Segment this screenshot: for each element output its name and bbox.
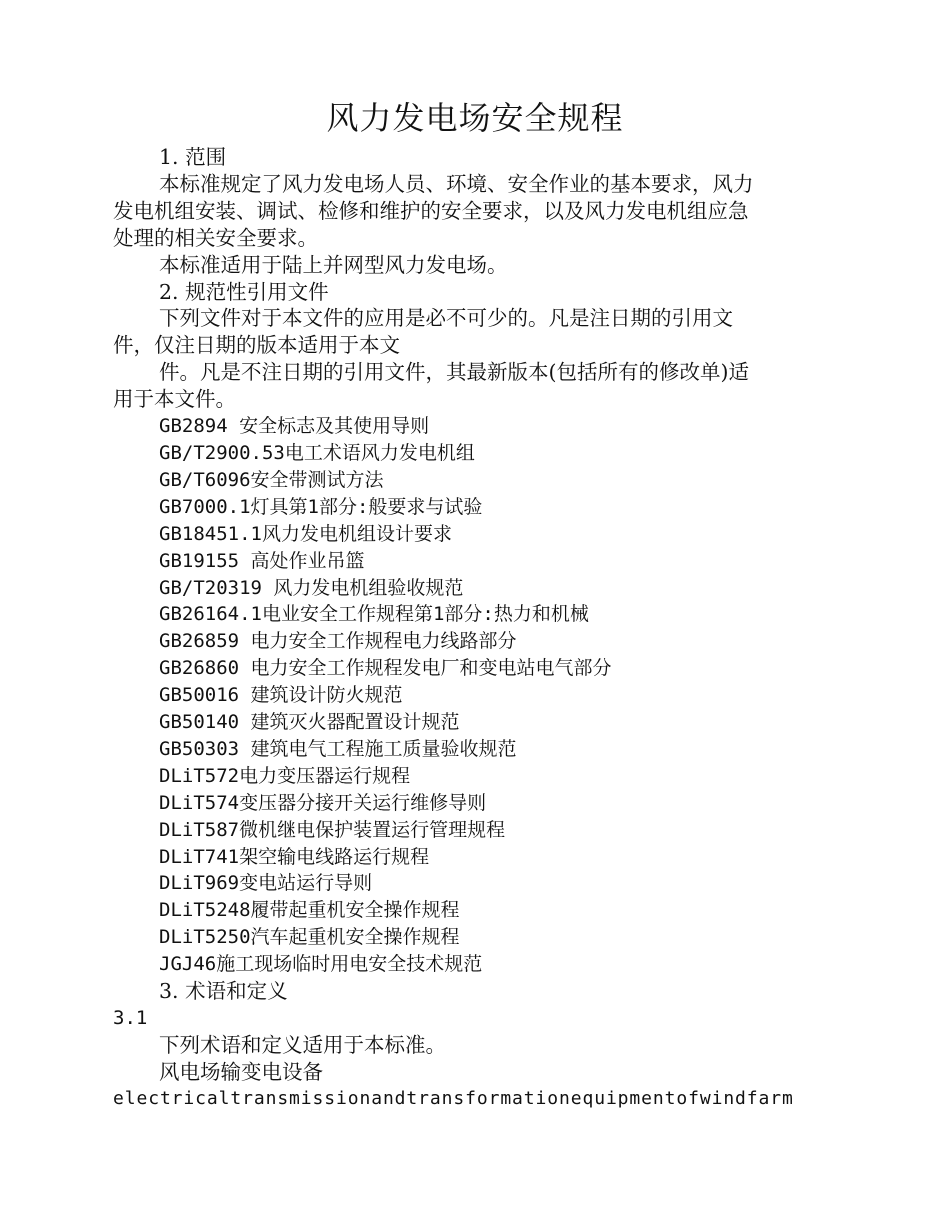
- reference-item: DLiT572电力变压器运行规程: [159, 764, 411, 787]
- reference-item: GB18451.1风力发电机组设计要求: [159, 522, 452, 545]
- paragraph-line: 件，仅注日期的版本适用于本文: [113, 333, 400, 358]
- reference-item: JGJ46施工现场临时用电安全技术规范: [159, 953, 483, 976]
- reference-item: DLiT574变压器分接开关运行维修导则: [159, 791, 487, 814]
- reference-item: GB/T6096安全带测试方法: [159, 468, 384, 491]
- paragraph-line: 件。凡是不注日期的引用文件，其最新版本(包括所有的修改单)适: [159, 360, 749, 385]
- reference-item: GB50016 建筑设计防火规范: [159, 684, 403, 707]
- paragraph-line: 下列文件对于本文件的应用是必不可少的。凡是注日期的引用文: [159, 306, 733, 331]
- term-chinese: 风电场输变电设备: [159, 1059, 323, 1084]
- reference-item: GB26859 电力安全工作规程电力线路部分: [159, 630, 517, 653]
- reference-item: GB26164.1电业安全工作规程第1部分:热力和机械: [159, 603, 589, 626]
- document-body: [113, 144, 853, 1113]
- section-3-heading: 3. 术语和定义: [159, 979, 288, 1004]
- paragraph-line: 处理的相关安全要求。: [113, 225, 318, 250]
- reference-item: GB2894 安全标志及其使用导则: [159, 415, 430, 438]
- reference-item: DLiT969变电站运行导则: [159, 872, 373, 895]
- term-english: electricaltransmissionandtransformationequipmentofwindfarm: [113, 1087, 794, 1109]
- section-2-heading: 2. 规范性引用文件: [159, 279, 329, 304]
- reference-item: GB7000.1灯具第1部分:般要求与试验: [159, 495, 483, 518]
- reference-item: GB50303 建筑电气工程施工质量验收规范: [159, 737, 517, 760]
- reference-item: DLiT5250汽车起重机安全操作规程: [159, 926, 460, 949]
- reference-list: [113, 413, 853, 978]
- reference-item: GB/T2900.53电工术语风力发电机组: [159, 441, 475, 464]
- document-title: 风力发电场安全规程: [326, 99, 624, 137]
- reference-item: DLiT741架空输电线路运行规程: [159, 845, 430, 868]
- reference-item: DLiT587微机继电保护装置运行管理规程: [159, 818, 506, 841]
- reference-item: DLiT5248履带起重机安全操作规程: [159, 899, 460, 922]
- paragraph-line: 用于本文件。: [113, 387, 236, 412]
- paragraph-line: 下列术语和定义适用于本标准。: [159, 1032, 446, 1057]
- reference-item: GB/T20319 风力发电机组验收规范: [159, 576, 464, 599]
- paragraph-line: 发电机组安装、调试、检修和维护的安全要求，以及风力发电机组应急: [113, 198, 749, 223]
- clause-number: 3.1: [113, 1007, 148, 1029]
- reference-item: GB19155 高处作业吊篮: [159, 549, 365, 572]
- paragraph-line: 本标准适用于陆上并网型风力发电场。: [159, 252, 508, 277]
- section-1-heading: 1. 范围: [159, 145, 227, 169]
- reference-item: GB50140 建筑灭火器配置设计规范: [159, 711, 460, 734]
- paragraph-line: 本标准规定了风力发电场人员、环境、安全作业的基本要求，风力: [159, 171, 754, 196]
- reference-item: GB26860 电力安全工作规程发电厂和变电站电气部分: [159, 657, 612, 680]
